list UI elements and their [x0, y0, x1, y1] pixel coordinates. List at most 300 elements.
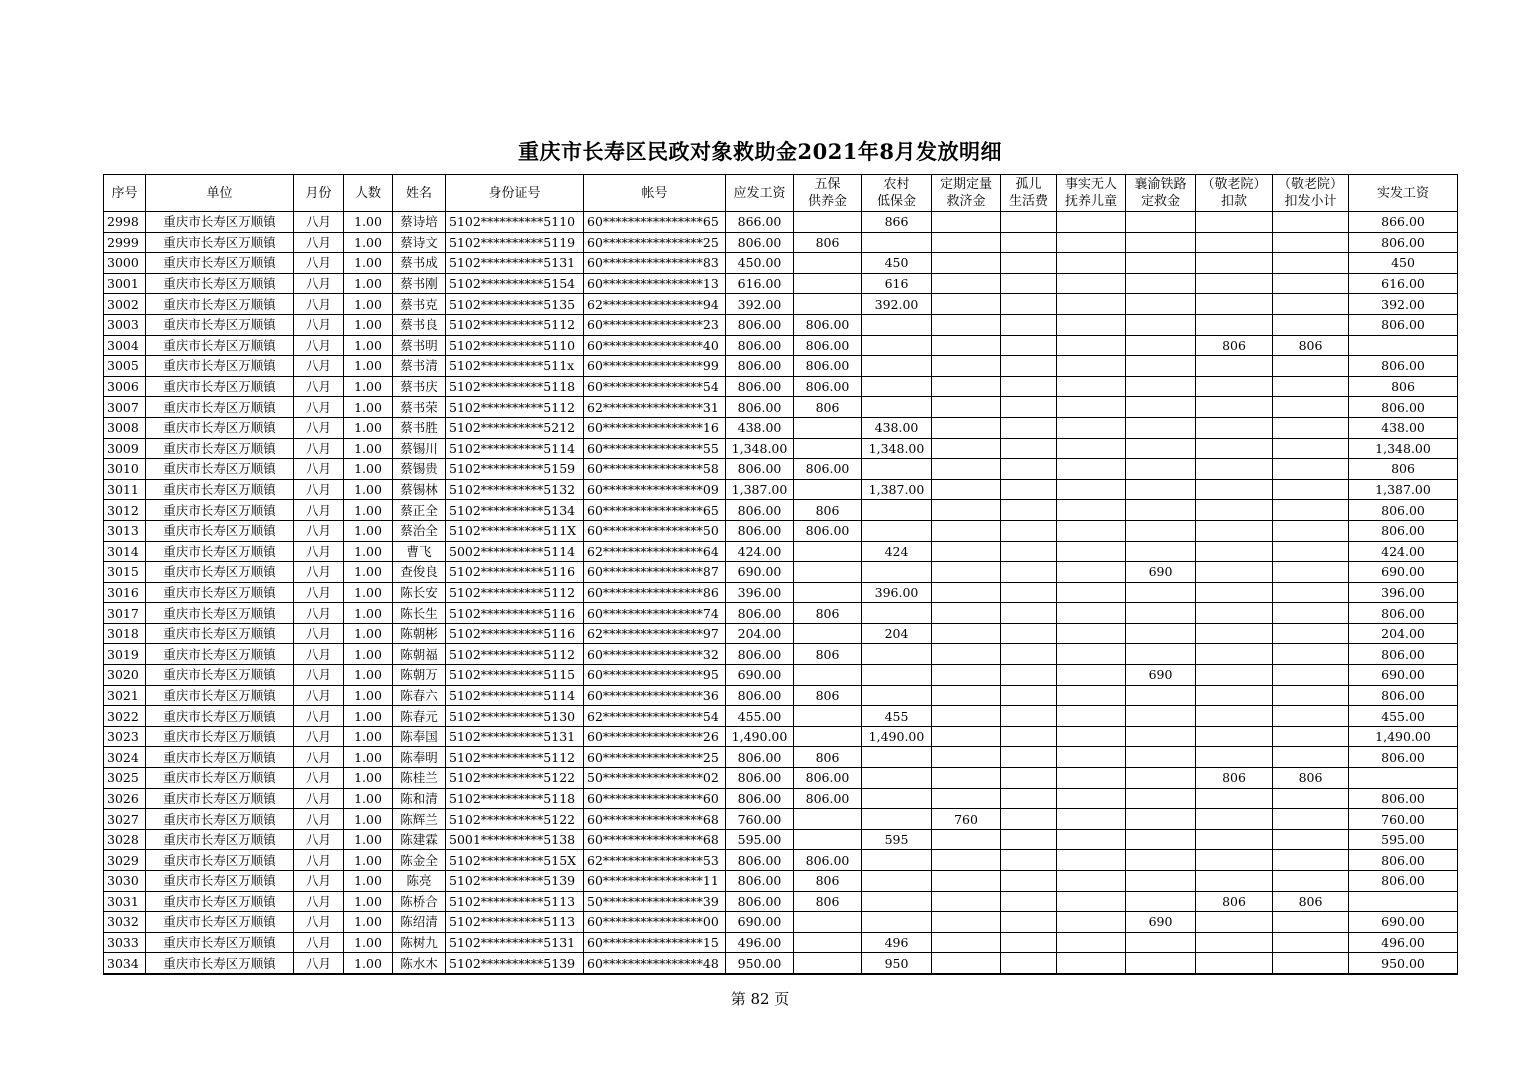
table-cell [1057, 376, 1126, 397]
table-cell [1001, 314, 1057, 335]
table-cell: 蔡书清 [393, 356, 446, 377]
table-cell: 八月 [294, 726, 344, 747]
table-cell: 1.00 [344, 912, 393, 933]
table-cell [932, 768, 1001, 789]
table-cell: 806.00 [726, 397, 794, 418]
table-cell [1196, 376, 1273, 397]
table-cell: 蔡书庆 [393, 376, 446, 397]
table-cell: 806.00 [726, 747, 794, 768]
table-cell [1349, 768, 1458, 789]
table-cell [932, 335, 1001, 356]
table-cell: 62****************94 [584, 294, 726, 315]
table-cell [932, 273, 1001, 294]
table-cell: 60****************86 [584, 582, 726, 603]
table-cell [1196, 356, 1273, 377]
table-cell: 2998 [104, 212, 146, 233]
table-cell [1126, 623, 1196, 644]
table-cell: 60****************13 [584, 273, 726, 294]
table-cell: 806.00 [726, 459, 794, 480]
table-cell: 5102**********5116 [446, 562, 584, 583]
table-cell [1273, 562, 1349, 583]
table-cell: 1.00 [344, 871, 393, 892]
table-cell [1057, 788, 1126, 809]
table-cell: 八月 [294, 871, 344, 892]
table-cell: 陈春六 [393, 685, 446, 706]
column-header-label: 人数 [354, 185, 381, 201]
table-row [104, 829, 1458, 850]
table-cell [1001, 603, 1057, 624]
table-cell: 60****************26 [584, 726, 726, 747]
table-cell [1057, 603, 1126, 624]
table-cell: 重庆市长寿区万顺镇 [146, 582, 294, 603]
table-cell: 八月 [294, 623, 344, 644]
table-row [104, 768, 1458, 789]
table-cell: 455.00 [726, 706, 794, 727]
table-cell [1196, 314, 1273, 335]
table-cell: 陈桂兰 [393, 768, 446, 789]
table-cell [1126, 294, 1196, 315]
table-cell: 5102**********511x [446, 356, 584, 377]
table-row [104, 212, 1458, 233]
table-cell [1196, 747, 1273, 768]
table-row [104, 871, 1458, 892]
table-cell: 陈朝福 [393, 644, 446, 665]
table-cell [1001, 726, 1057, 747]
table-cell: 3018 [104, 623, 146, 644]
table-cell: 5102**********5118 [446, 788, 584, 809]
table-cell: 60****************40 [584, 335, 726, 356]
table-row [104, 788, 1458, 809]
table-cell: 八月 [294, 232, 344, 253]
table-cell: 5102**********5212 [446, 417, 584, 438]
table-cell [862, 891, 932, 912]
table-row [104, 500, 1458, 521]
table-cell: 陈建霖 [393, 829, 446, 850]
table-cell [1273, 623, 1349, 644]
table-row [104, 459, 1458, 480]
table-cell [1273, 314, 1349, 335]
table-cell: 60****************32 [584, 644, 726, 665]
table-cell: 806.00 [726, 788, 794, 809]
table-cell: 5102**********5132 [446, 479, 584, 500]
table-cell [1196, 438, 1273, 459]
table-cell: 八月 [294, 706, 344, 727]
table-cell [1057, 809, 1126, 830]
table-cell: 5102**********5131 [446, 253, 584, 274]
table-cell [1273, 253, 1349, 274]
table-cell [1001, 850, 1057, 871]
table-cell [1196, 459, 1273, 480]
table-cell: 806.00 [726, 376, 794, 397]
table-cell [1273, 212, 1349, 233]
table-cell: 5102**********5130 [446, 706, 584, 727]
table-cell: 60****************00 [584, 912, 726, 933]
table-cell: 204.00 [726, 623, 794, 644]
table-cell: 陈朝彬 [393, 623, 446, 644]
table-cell [1273, 356, 1349, 377]
table-cell: 蔡诗培 [393, 212, 446, 233]
table-cell [1057, 685, 1126, 706]
table-cell: 陈绍清 [393, 912, 446, 933]
table-cell: 806.00 [794, 850, 862, 871]
table-cell [1126, 603, 1196, 624]
table-cell [1126, 356, 1196, 377]
table-cell [1057, 768, 1126, 789]
table-cell: 1,348.00 [862, 438, 932, 459]
table-cell [862, 685, 932, 706]
table-cell: 八月 [294, 829, 344, 850]
table-cell [1196, 582, 1273, 603]
table-cell: 八月 [294, 397, 344, 418]
table-cell: 60****************23 [584, 314, 726, 335]
table-cell: 1.00 [344, 953, 393, 974]
table-cell: 1.00 [344, 850, 393, 871]
table-cell: 重庆市长寿区万顺镇 [146, 397, 294, 418]
table-cell: 60****************36 [584, 685, 726, 706]
table-cell [1196, 726, 1273, 747]
table-cell: 1.00 [344, 314, 393, 335]
table-cell: 1.00 [344, 232, 393, 253]
table-cell [794, 706, 862, 727]
table-cell: 八月 [294, 376, 344, 397]
table-cell [794, 665, 862, 686]
table-cell: 60****************68 [584, 829, 726, 850]
table-cell [1126, 376, 1196, 397]
table-cell: 5102**********5122 [446, 809, 584, 830]
table-cell: 5102**********5119 [446, 232, 584, 253]
table-cell: 806.00 [1349, 850, 1458, 871]
table-cell [1057, 356, 1126, 377]
table-cell: 806 [794, 747, 862, 768]
table-cell: 重庆市长寿区万顺镇 [146, 232, 294, 253]
table-cell: 蔡锡林 [393, 479, 446, 500]
table-cell: 806.00 [794, 788, 862, 809]
table-cell: 60****************15 [584, 932, 726, 953]
table-cell [1001, 212, 1057, 233]
table-cell [1126, 809, 1196, 830]
table-cell [794, 479, 862, 500]
table-cell [1057, 273, 1126, 294]
table-cell [1273, 500, 1349, 521]
table-cell [794, 273, 862, 294]
table-cell: 八月 [294, 459, 344, 480]
table-cell [1126, 829, 1196, 850]
table-cell [1196, 953, 1273, 974]
table-cell: 1.00 [344, 809, 393, 830]
table-cell: 重庆市长寿区万顺镇 [146, 644, 294, 665]
table-cell [1273, 520, 1349, 541]
table-cell [1001, 747, 1057, 768]
table-cell: 396.00 [1349, 582, 1458, 603]
table-cell [1001, 562, 1057, 583]
table-cell [1273, 809, 1349, 830]
table-cell [1273, 232, 1349, 253]
table-cell [1057, 397, 1126, 418]
table-cell [1126, 335, 1196, 356]
table-cell: 62****************53 [584, 850, 726, 871]
table-cell: 1,490.00 [1349, 726, 1458, 747]
table-cell: 806.00 [1349, 871, 1458, 892]
table-cell: 5102**********5113 [446, 912, 584, 933]
table-cell: 八月 [294, 644, 344, 665]
table-cell: 3028 [104, 829, 146, 850]
table-cell: 5102**********5114 [446, 438, 584, 459]
table-cell: 八月 [294, 500, 344, 521]
table-cell: 重庆市长寿区万顺镇 [146, 747, 294, 768]
table-cell [1057, 912, 1126, 933]
table-row [104, 582, 1458, 603]
table-cell [1196, 397, 1273, 418]
table-cell: 陈长生 [393, 603, 446, 624]
table-cell: 5102**********5154 [446, 273, 584, 294]
table-cell [932, 232, 1001, 253]
table-cell: 重庆市长寿区万顺镇 [146, 417, 294, 438]
table-cell: 3009 [104, 438, 146, 459]
table-cell [1057, 747, 1126, 768]
table-cell: 1.00 [344, 726, 393, 747]
table-cell: 424.00 [1349, 541, 1458, 562]
table-cell: 重庆市长寿区万顺镇 [146, 520, 294, 541]
table-cell [1057, 253, 1126, 274]
table-cell [1196, 623, 1273, 644]
table-cell: 690.00 [1349, 912, 1458, 933]
table-cell [1273, 603, 1349, 624]
table-cell: 1.00 [344, 665, 393, 686]
table-cell [794, 912, 862, 933]
table-cell: 重庆市长寿区万顺镇 [146, 850, 294, 871]
table-cell: 1,348.00 [1349, 438, 1458, 459]
table-cell: 3022 [104, 706, 146, 727]
table-cell [1126, 685, 1196, 706]
table-cell: 重庆市长寿区万顺镇 [146, 953, 294, 974]
table-cell: 438.00 [726, 417, 794, 438]
table-cell: 5102**********5122 [446, 768, 584, 789]
table-cell [862, 397, 932, 418]
table-cell: 392.00 [726, 294, 794, 315]
table-cell: 1.00 [344, 747, 393, 768]
table-cell: 806.00 [726, 850, 794, 871]
table-cell: 重庆市长寿区万顺镇 [146, 829, 294, 850]
table-cell: 60****************65 [584, 212, 726, 233]
table-row [104, 685, 1458, 706]
table-row [104, 335, 1458, 356]
table-cell [1273, 665, 1349, 686]
table-cell: 八月 [294, 356, 344, 377]
table-cell: 1.00 [344, 438, 393, 459]
table-cell: 重庆市长寿区万顺镇 [146, 788, 294, 809]
table-cell: 3033 [104, 932, 146, 953]
table-cell: 806.00 [1349, 397, 1458, 418]
table-cell: 重庆市长寿区万顺镇 [146, 376, 294, 397]
table-cell: 806.00 [1349, 314, 1458, 335]
table-cell: 806 [794, 603, 862, 624]
table-cell: 3008 [104, 417, 146, 438]
table-cell: 496 [862, 932, 932, 953]
table-cell: 5102**********515X [446, 850, 584, 871]
table-cell: 806 [794, 232, 862, 253]
table-cell [1001, 253, 1057, 274]
table-row [104, 932, 1458, 953]
table-cell [932, 212, 1001, 233]
table-cell: 60****************60 [584, 788, 726, 809]
table-cell: 重庆市长寿区万顺镇 [146, 459, 294, 480]
table-cell: 450 [1349, 253, 1458, 274]
table-cell: 5102**********5118 [446, 376, 584, 397]
table-cell: 1.00 [344, 932, 393, 953]
table-cell: 5001**********5138 [446, 829, 584, 850]
table-cell: 重庆市长寿区万顺镇 [146, 932, 294, 953]
table-cell [1273, 273, 1349, 294]
column-header [146, 175, 294, 212]
table-cell: 八月 [294, 932, 344, 953]
table-cell: 806 [794, 871, 862, 892]
table-cell: 866 [862, 212, 932, 233]
table-cell [1057, 562, 1126, 583]
table-row [104, 479, 1458, 500]
table-cell: 806.00 [726, 500, 794, 521]
table-cell: 3027 [104, 809, 146, 830]
table-cell: 蔡书刚 [393, 273, 446, 294]
column-header [294, 175, 344, 212]
table-cell [1126, 768, 1196, 789]
table-cell: 806.00 [794, 768, 862, 789]
table-cell [1196, 644, 1273, 665]
column-header-label: 扣发小计 [1284, 194, 1337, 209]
table-cell [1196, 479, 1273, 500]
table-cell [1001, 232, 1057, 253]
table-cell: 690.00 [1349, 665, 1458, 686]
table-cell [932, 850, 1001, 871]
table-cell [794, 562, 862, 583]
table-row [104, 232, 1458, 253]
table-cell: 690.00 [726, 665, 794, 686]
table-cell [932, 417, 1001, 438]
table-cell [1126, 253, 1196, 274]
table-cell [1057, 953, 1126, 974]
table-cell: 455 [862, 706, 932, 727]
table-cell [1273, 582, 1349, 603]
table-cell [1273, 932, 1349, 953]
table-cell: 806 [1273, 768, 1349, 789]
column-header [1126, 175, 1196, 212]
table-cell: 3003 [104, 314, 146, 335]
table-cell: 重庆市长寿区万顺镇 [146, 809, 294, 830]
table-cell: 806 [1349, 376, 1458, 397]
table-cell: 690 [1126, 912, 1196, 933]
table-cell: 866.00 [1349, 212, 1458, 233]
table-cell: 5102**********5112 [446, 314, 584, 335]
column-header-label: （敬老院） [1277, 177, 1343, 192]
table-cell [862, 747, 932, 768]
table-cell: 蔡锡川 [393, 438, 446, 459]
column-header-label: 农村 [883, 177, 910, 192]
table-cell: 八月 [294, 520, 344, 541]
table-cell: 806.00 [1349, 685, 1458, 706]
table-cell: 3020 [104, 665, 146, 686]
table-cell [1273, 829, 1349, 850]
table-cell [794, 582, 862, 603]
table-cell: 806 [1196, 768, 1273, 789]
table-cell [1001, 829, 1057, 850]
table-cell [932, 871, 1001, 892]
table-cell [1126, 706, 1196, 727]
table-cell: 1,387.00 [862, 479, 932, 500]
table-cell: 1.00 [344, 520, 393, 541]
table-cell [1273, 438, 1349, 459]
table-cell [1057, 212, 1126, 233]
column-header [1001, 175, 1057, 212]
table-cell [932, 623, 1001, 644]
column-header-label: 序号 [111, 185, 138, 201]
table-cell: 重庆市长寿区万顺镇 [146, 871, 294, 892]
table-cell [1126, 479, 1196, 500]
table-cell: 重庆市长寿区万顺镇 [146, 706, 294, 727]
column-header [726, 175, 794, 212]
table-cell [1196, 912, 1273, 933]
table-row [104, 809, 1458, 830]
table-cell [932, 541, 1001, 562]
table-cell: 重庆市长寿区万顺镇 [146, 768, 294, 789]
table-cell: 5102**********5110 [446, 335, 584, 356]
table-cell: 1.00 [344, 706, 393, 727]
table-cell [862, 912, 932, 933]
table-cell [1057, 232, 1126, 253]
table-cell: 重庆市长寿区万顺镇 [146, 912, 294, 933]
table-cell [794, 726, 862, 747]
table-cell [1273, 871, 1349, 892]
table-cell: 1,490.00 [862, 726, 932, 747]
table-cell [1001, 685, 1057, 706]
table-cell: 3010 [104, 459, 146, 480]
table-cell [1057, 459, 1126, 480]
table-row [104, 438, 1458, 459]
table-cell [1001, 809, 1057, 830]
table-cell: 陈朝万 [393, 665, 446, 686]
column-header [862, 175, 932, 212]
table-cell [1273, 417, 1349, 438]
table-cell: 1,348.00 [726, 438, 794, 459]
table-cell [932, 644, 1001, 665]
table-cell: 蔡锡贵 [393, 459, 446, 480]
table-cell: 204.00 [1349, 623, 1458, 644]
table-cell: 八月 [294, 438, 344, 459]
table-cell: 蔡书荣 [393, 397, 446, 418]
table-cell: 424 [862, 541, 932, 562]
table-row [104, 273, 1458, 294]
table-cell [794, 932, 862, 953]
table-cell: 806 [794, 891, 862, 912]
table-cell [1126, 850, 1196, 871]
table-cell: 曹飞 [393, 541, 446, 562]
table-cell [1126, 417, 1196, 438]
column-header-label: 帐号 [641, 185, 668, 201]
table-cell [1001, 356, 1057, 377]
table-cell [1273, 747, 1349, 768]
table-cell [932, 953, 1001, 974]
table-cell: 450 [862, 253, 932, 274]
table-cell: 690 [1126, 665, 1196, 686]
table-cell: 陈树九 [393, 932, 446, 953]
table-cell [1001, 335, 1057, 356]
table-cell [932, 253, 1001, 274]
table-cell: 5102**********5113 [446, 891, 584, 912]
column-header-label: 抚养儿童 [1064, 194, 1117, 209]
table-cell [1273, 953, 1349, 974]
table-cell [1196, 829, 1273, 850]
table-cell: 806.00 [794, 459, 862, 480]
table-cell: 690.00 [726, 912, 794, 933]
table-cell: 蔡治全 [393, 520, 446, 541]
